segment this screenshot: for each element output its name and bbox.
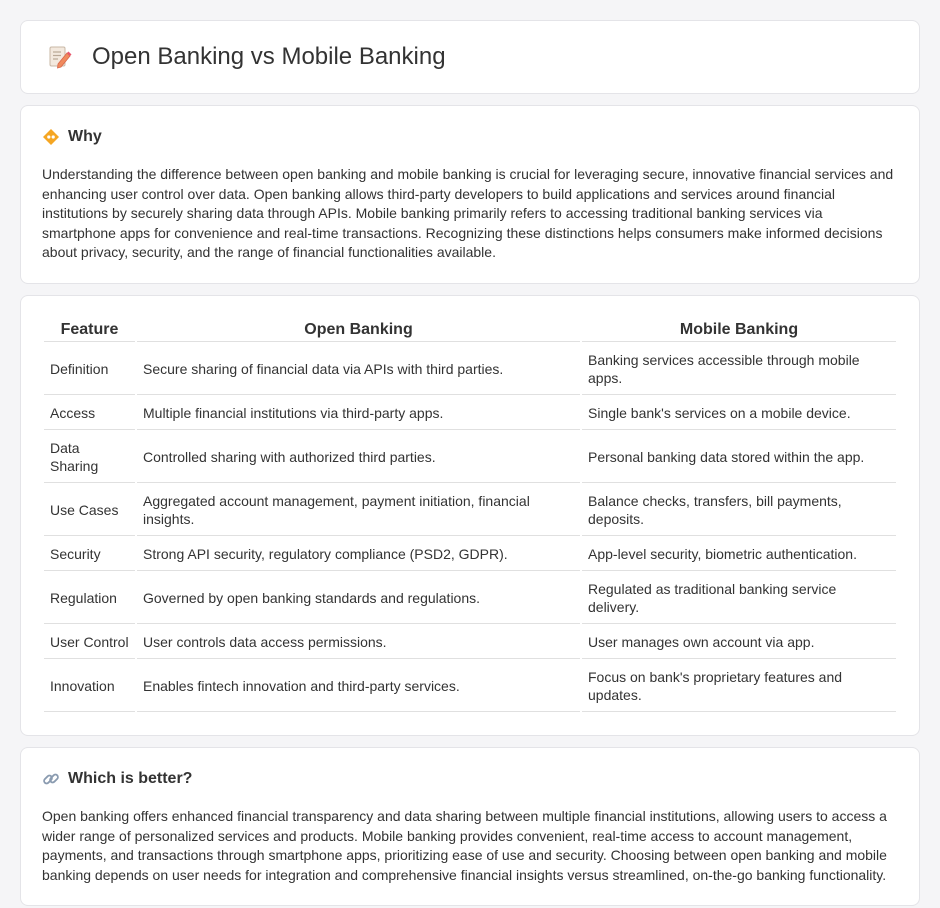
header-feature: Feature <box>44 318 135 342</box>
mobile-banking-cell: Single bank's services on a mobile device. <box>582 397 896 430</box>
mobile-banking-cell: User manages own account via app. <box>582 626 896 659</box>
why-heading: Why <box>68 128 102 145</box>
feature-cell: Security <box>44 538 135 571</box>
open-banking-cell: Multiple financial institutions via third-party apps. <box>137 397 580 430</box>
table-row <box>44 626 896 659</box>
why-body: Understanding the difference between open banking and mobile banking is crucial for leveraging secure, innovative financial services and enhancing user control over data. Open banking allows third-party developers to build applications and services around financial institutions by securely sharing data through APIs. Mobile banking primarily refers to accessing traditional banking services via smartphone apps for convenience and real-time transactions. Recognizing these distinctions helps consumers make informed decisions about privacy, security, and the range of financial functionalities available. <box>42 166 894 261</box>
open-banking-cell: Governed by open banking standards and regulations. <box>137 573 580 624</box>
feature-cell: User Control <box>44 626 135 659</box>
comparison-table <box>42 316 898 714</box>
open-banking-cell: Controlled sharing with authorized third parties. <box>137 432 580 483</box>
open-banking-cell: Aggregated account management, payment initiation, financial insights. <box>137 485 580 536</box>
header-mobile-banking: Mobile Banking <box>582 318 896 342</box>
open-banking-cell: Enables fintech innovation and third-party services. <box>137 661 580 712</box>
table-row <box>44 538 896 571</box>
mobile-banking-cell: Personal banking data stored within the app. <box>582 432 896 483</box>
which-is-better-section <box>20 747 920 906</box>
feature-cell: Definition <box>44 344 135 395</box>
table-row <box>44 485 896 536</box>
table-row <box>44 344 896 395</box>
page-title: Open Banking vs Mobile Banking <box>92 43 446 70</box>
table-row <box>44 573 896 624</box>
mobile-banking-cell: Focus on bank's proprietary features and updates. <box>582 661 896 712</box>
header-open-banking: Open Banking <box>137 318 580 342</box>
memo-pencil-icon <box>46 44 72 70</box>
feature-cell: Regulation <box>44 573 135 624</box>
mobile-banking-cell: Regulated as traditional banking service delivery. <box>582 573 896 624</box>
mobile-banking-cell: Balance checks, transfers, bill payments, deposits. <box>582 485 896 536</box>
mobile-banking-cell: Banking services accessible through mobile apps. <box>582 344 896 395</box>
feature-cell: Use Cases <box>44 485 135 536</box>
comparison-card <box>20 295 920 736</box>
feature-cell: Data Sharing <box>44 432 135 483</box>
sparkle-badge-icon <box>42 128 60 146</box>
feature-cell: Innovation <box>44 661 135 712</box>
link-icon <box>42 770 60 788</box>
feature-cell: Access <box>44 397 135 430</box>
table-row <box>44 432 896 483</box>
table-row <box>44 661 896 712</box>
which-is-better-body: Open banking offers enhanced financial transparency and data sharing between multiple financial institutions, allowing users to access a wider range of personalized services and products. Mobile banking provides convenient, real-time access to account management, payments, and transactions through smartphone apps, prioritizing ease of use and security. Choosing between open banking and mobile banking depends on user needs for integration and comprehensive financial insights versus streamlined, on-the-go banking functionality. <box>42 807 887 883</box>
open-banking-cell: Strong API security, regulatory compliance (PSD2, GDPR). <box>137 538 580 571</box>
mobile-banking-cell: App-level security, biometric authentication. <box>582 538 896 571</box>
open-banking-cell: Secure sharing of financial data via APIs with third parties. <box>137 344 580 395</box>
table-row <box>44 397 896 430</box>
why-section <box>20 105 920 284</box>
open-banking-cell: User controls data access permissions. <box>137 626 580 659</box>
which-is-better-heading: Which is better? <box>68 769 193 787</box>
table-header-row <box>44 318 896 342</box>
title-card <box>20 20 920 94</box>
